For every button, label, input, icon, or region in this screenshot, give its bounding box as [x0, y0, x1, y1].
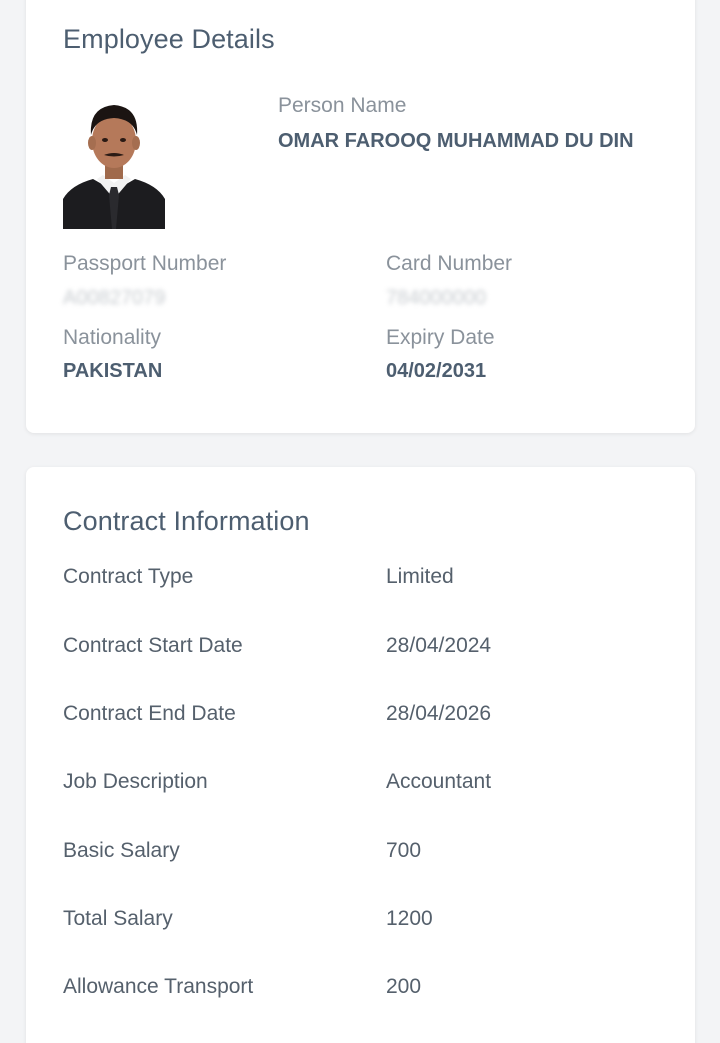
contract-information-card [26, 467, 695, 1043]
card-number-label: Card Number [386, 252, 513, 275]
allowance-transport-label: Allowance Transport [63, 975, 254, 998]
contract-end-date-label: Contract End Date [63, 702, 236, 725]
employee-details-card [26, 0, 695, 433]
nationality-value: PAKISTAN [63, 360, 163, 382]
contract-start-date-value: 28/04/2024 [386, 634, 492, 657]
allowance-transport-value: 200 [386, 975, 422, 998]
employee-photo [63, 91, 165, 229]
job-description-label: Job Description [63, 770, 208, 793]
person-name-label: Person Name [278, 94, 407, 117]
expiry-date-value: 04/02/2031 [386, 360, 487, 382]
total-salary-label: Total Salary [63, 907, 173, 930]
person-name-value: OMAR FAROOQ MUHAMMAD DU DIN [278, 130, 634, 152]
job-description-value: Accountant [386, 770, 492, 793]
employee-details-title: Employee Details [63, 24, 275, 54]
basic-salary-value: 700 [386, 839, 422, 862]
contract-start-date-label: Contract Start Date [63, 634, 243, 657]
passport-number-label: Passport Number [63, 252, 227, 275]
card-number-value: 784000000 [386, 287, 487, 309]
contract-type-label: Contract Type [63, 565, 194, 588]
contract-information-title: Contract Information [63, 506, 310, 536]
nationality-label: Nationality [63, 326, 162, 349]
contract-end-date-value: 28/04/2026 [386, 702, 492, 725]
basic-salary-label: Basic Salary [63, 839, 180, 862]
total-salary-value: 1200 [386, 907, 433, 930]
contract-type-value: Limited [386, 565, 454, 588]
passport-number-value: A00827079 [63, 287, 166, 309]
person-photo-icon [63, 91, 165, 229]
expiry-date-label: Expiry Date [386, 326, 495, 349]
